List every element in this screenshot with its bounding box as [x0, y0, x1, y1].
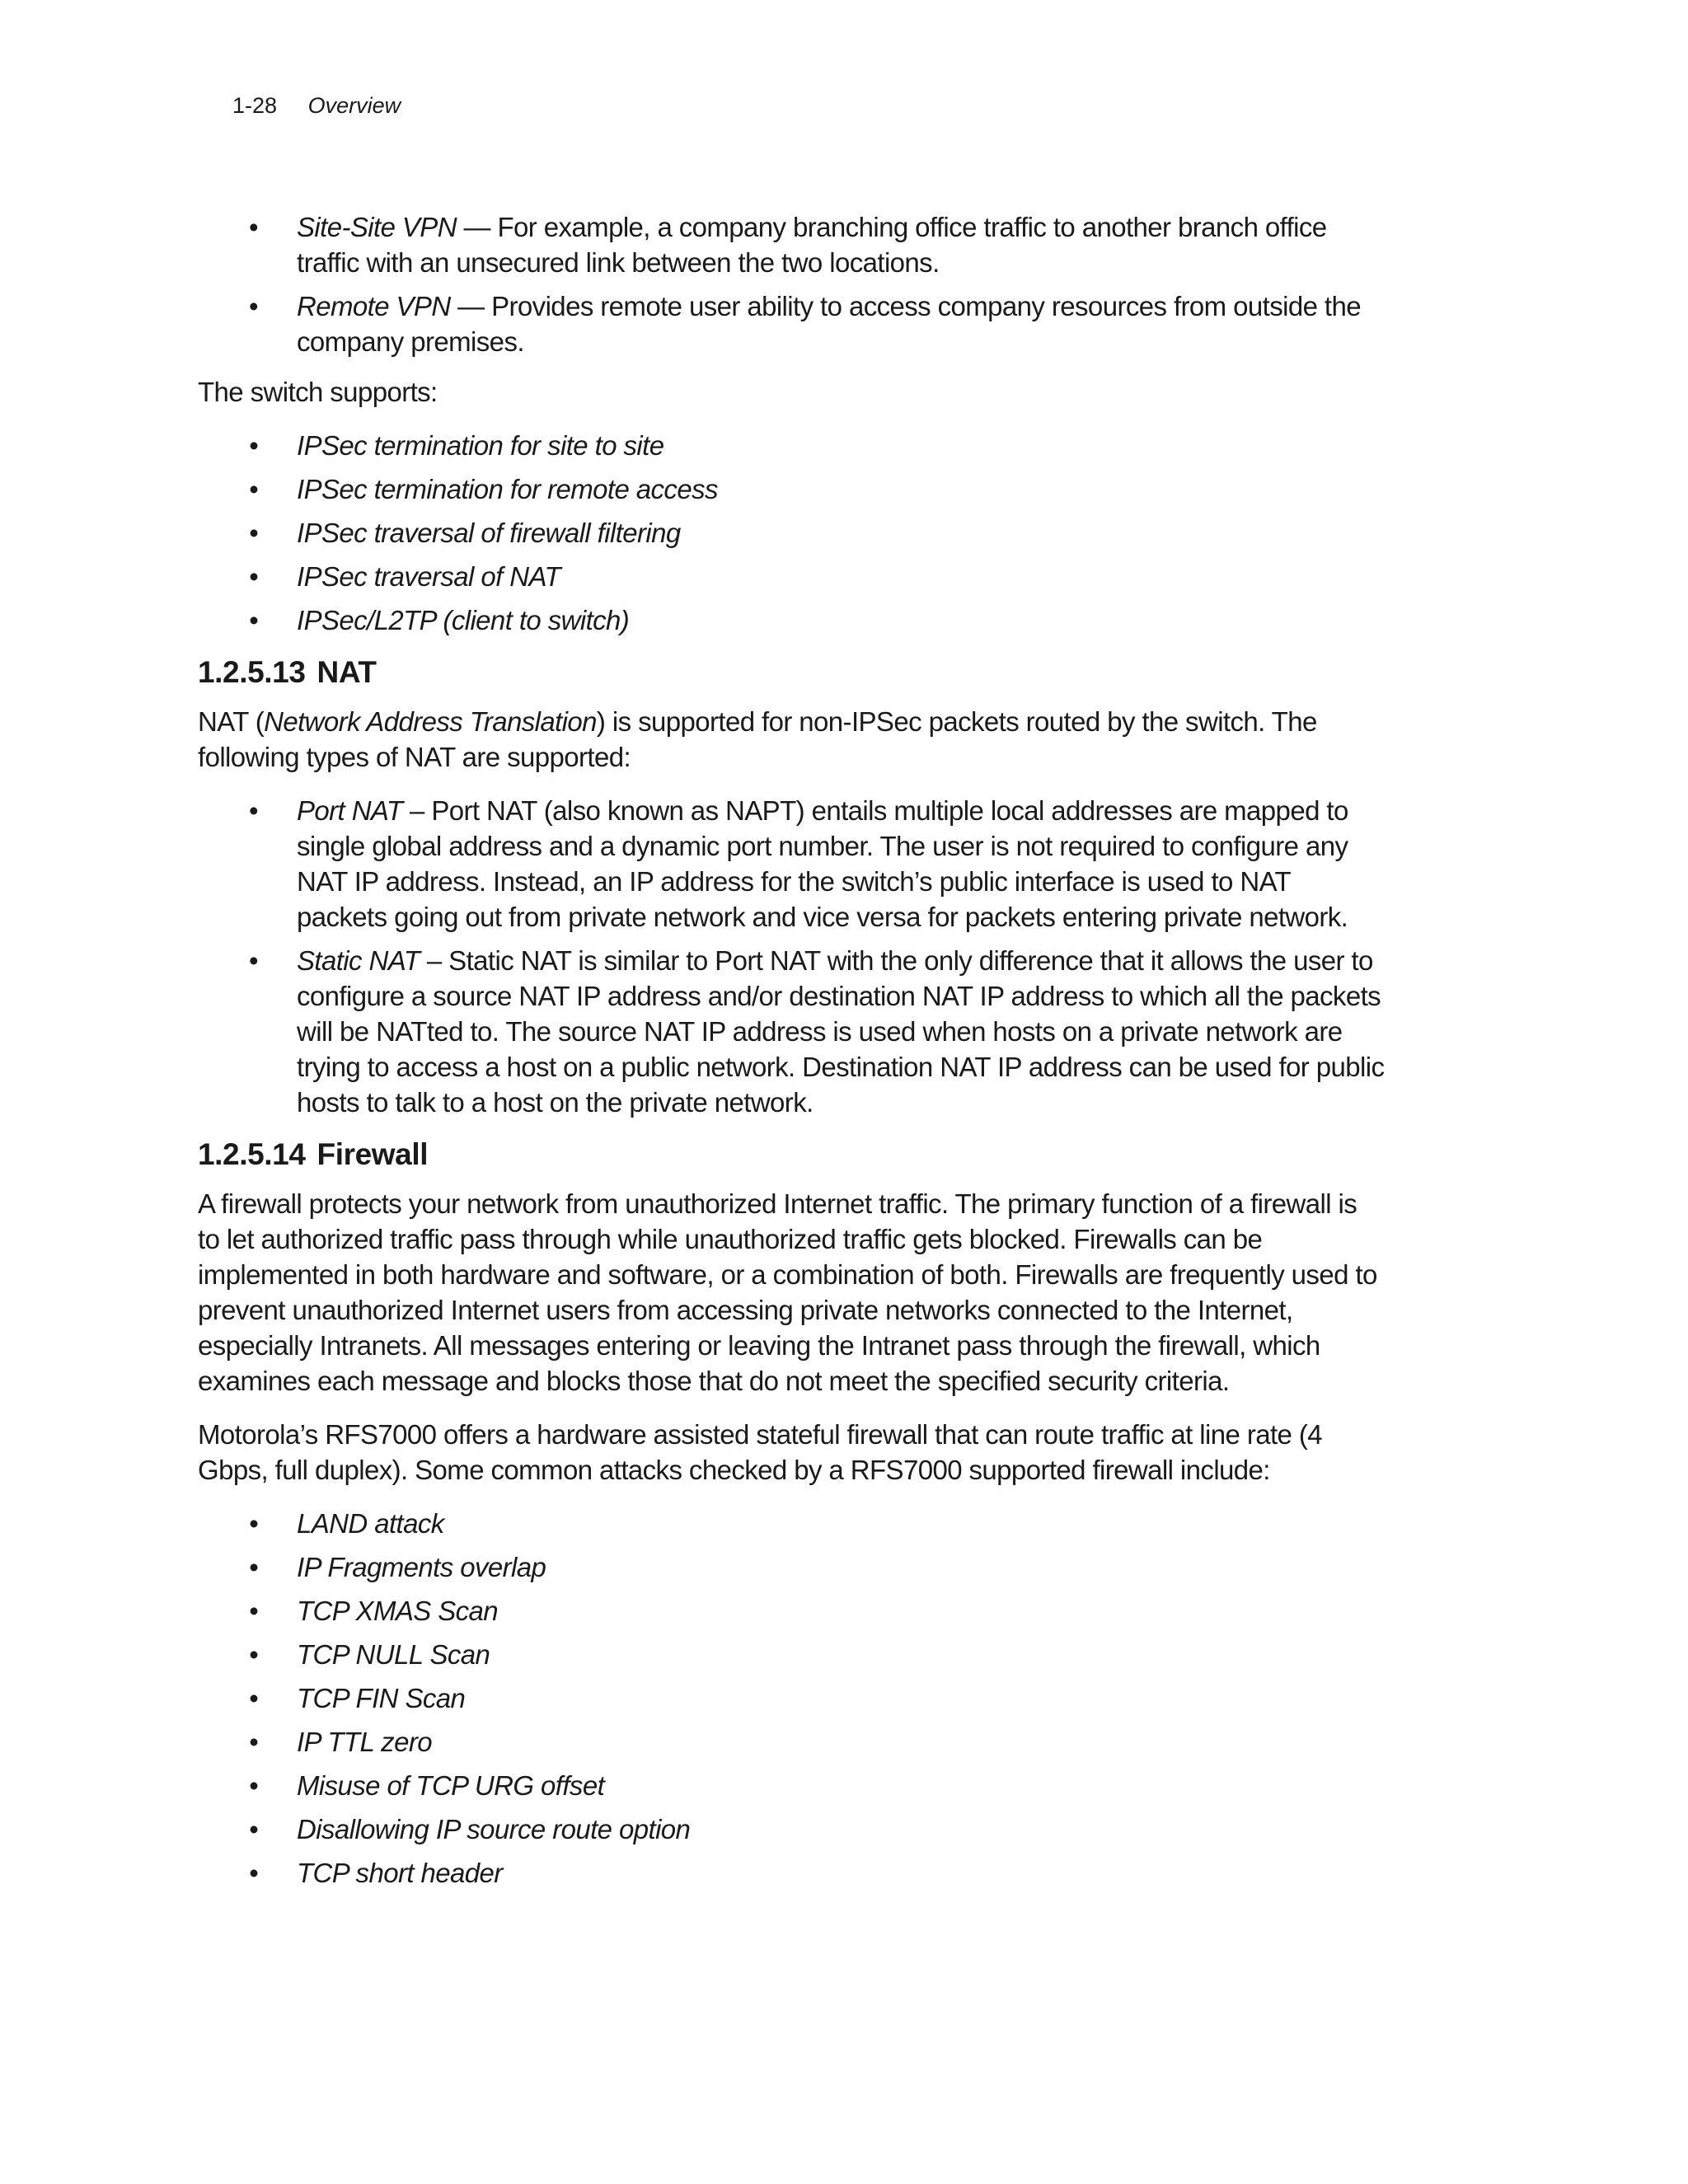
- page-number: 1-28: [232, 93, 278, 118]
- firewall-paragraph-1: A firewall protects your network from unauthorized Internet traffic. The primary function of a firewall is to let authorized traffic pass through while unauthorized traffic gets blocked. Firewalls can be implemented in both hardware and software, or a combination of both. Firewalls are frequently used to prevent unauthorized Internet users from accessing private networks connected to the Internet, especially Intranets. All messages entering or leaving the Intranet pass through the firewall, which examines each message and blocks those that do not meet the specified security criteria.: [198, 1188, 1377, 1396]
- bullet-icon: •: [249, 945, 258, 976]
- list-item: [198, 1680, 1385, 1716]
- nat-intro-start: NAT (: [198, 706, 265, 737]
- bullet-icon: •: [249, 1639, 258, 1670]
- feature-text: IPSec/L2TP (client to switch): [297, 605, 630, 635]
- list-item: [198, 602, 1385, 638]
- attack-text: TCP short header: [297, 1858, 503, 1888]
- vpn-term: Site-Site VPN: [297, 212, 457, 242]
- attack-text: Misuse of TCP URG offset: [297, 1770, 605, 1801]
- list-item: [198, 943, 1385, 1120]
- list-item: [198, 428, 1385, 463]
- feature-text: IPSec traversal of firewall filtering: [297, 518, 681, 548]
- attack-text: LAND attack: [297, 1508, 444, 1539]
- nat-description: Port NAT (also known as NAPT) entails multiple local addresses are mapped to single global address and a dynamic port number. The user is not required to configure any NAT IP address. Instead, an IP address for the switch’s public interface is used to NAT packets going out from private network and vice versa for packets entering private network.: [297, 795, 1348, 932]
- list-item: [198, 209, 1385, 280]
- section-title: NAT: [316, 655, 377, 689]
- attack-text: TCP FIN Scan: [297, 1683, 466, 1713]
- bullet-icon: •: [249, 1727, 258, 1757]
- list-item: [198, 1811, 1385, 1847]
- bullet-icon: •: [249, 1508, 258, 1539]
- bullet-icon: •: [249, 605, 258, 635]
- firewall-heading: [198, 1135, 1385, 1174]
- list-item: [198, 515, 1385, 551]
- running-header-section: Overview: [307, 93, 401, 118]
- nat-intro-term: Network Address Translation: [264, 706, 597, 737]
- vpn-term: Remote VPN: [297, 291, 451, 321]
- section-title: Firewall: [316, 1137, 429, 1171]
- list-item: [198, 559, 1385, 594]
- vpn-description: Provides remote user ability to access company resources from outside the company premises.: [297, 291, 1361, 357]
- nat-term: Static NAT: [297, 945, 420, 976]
- bullet-icon: •: [249, 212, 258, 242]
- bullet-icon: •: [249, 291, 258, 321]
- separator: —: [450, 291, 492, 321]
- list-item: [198, 1768, 1385, 1803]
- firewall-paragraph-2: Motorola’s RFS7000 offers a hardware assisted stateful firewall that can route traffic at line rate (4 Gbps, full duplex). Some common attacks checked by a RFS7000 supported firewall include:: [198, 1419, 1323, 1485]
- list-item: [198, 1724, 1385, 1760]
- feature-text: IPSec traversal of NAT: [297, 561, 560, 592]
- vpn-description: For example, a company branching office traffic to another branch office traffic with an unsecured link between the two locations.: [297, 212, 1327, 278]
- section-number: 1.2.5.13: [198, 655, 306, 689]
- list-item: [198, 1637, 1385, 1672]
- list-item: [198, 471, 1385, 507]
- attack-text: TCP NULL Scan: [297, 1639, 490, 1670]
- nat-intro-rest: ) is supported for non-IPSec packets routed by the switch. The following types of NAT are supported:: [198, 706, 1317, 772]
- bullet-icon: •: [249, 518, 258, 548]
- bullet-icon: •: [249, 1552, 258, 1582]
- attack-text: Disallowing IP source route option: [297, 1814, 691, 1844]
- bullet-icon: •: [249, 561, 258, 592]
- bullet-icon: •: [249, 1814, 258, 1844]
- list-item: [198, 1549, 1385, 1585]
- list-item: [198, 1855, 1385, 1891]
- section-number: 1.2.5.14: [198, 1137, 306, 1171]
- list-item: [198, 288, 1385, 359]
- bullet-icon: •: [249, 1770, 258, 1801]
- bullet-icon: •: [249, 795, 258, 826]
- attack-text: IP TTL zero: [297, 1727, 432, 1757]
- switch-supports-list: [198, 428, 1385, 638]
- attack-text: TCP XMAS Scan: [297, 1596, 499, 1626]
- nat-term: Port NAT: [297, 795, 403, 826]
- nat-types-list: [198, 793, 1385, 1120]
- vpn-types-list: [198, 209, 1385, 359]
- firewall-attacks-list: [198, 1506, 1385, 1891]
- separator: –: [420, 945, 449, 976]
- bullet-icon: •: [249, 430, 258, 461]
- list-item: [198, 1506, 1385, 1541]
- list-item: [198, 793, 1385, 935]
- nat-description: Static NAT is similar to Port NAT with the only difference that it allows the user to configure a source NAT IP address and/or destination NAT IP address to which all the packets will be NATted to. The source NAT IP address is used when hosts on a private network are trying to access a host on a public network. Destination NAT IP address can be used for public hosts to talk to a host on the private network.: [297, 945, 1385, 1118]
- bullet-icon: •: [249, 1596, 258, 1626]
- nat-intro: [198, 704, 1385, 775]
- bullet-icon: •: [249, 1858, 258, 1888]
- page-content: [198, 209, 1385, 1905]
- separator: –: [402, 795, 432, 826]
- feature-text: IPSec termination for site to site: [297, 430, 664, 461]
- bullet-icon: •: [249, 474, 258, 504]
- feature-text: IPSec termination for remote access: [297, 474, 718, 504]
- list-item: [198, 1593, 1385, 1629]
- separator: —: [456, 212, 498, 242]
- running-header: [232, 91, 401, 120]
- nat-heading: [198, 653, 1385, 692]
- switch-supports-intro: The switch supports:: [198, 377, 438, 407]
- attack-text: IP Fragments overlap: [297, 1552, 546, 1582]
- bullet-icon: •: [249, 1683, 258, 1713]
